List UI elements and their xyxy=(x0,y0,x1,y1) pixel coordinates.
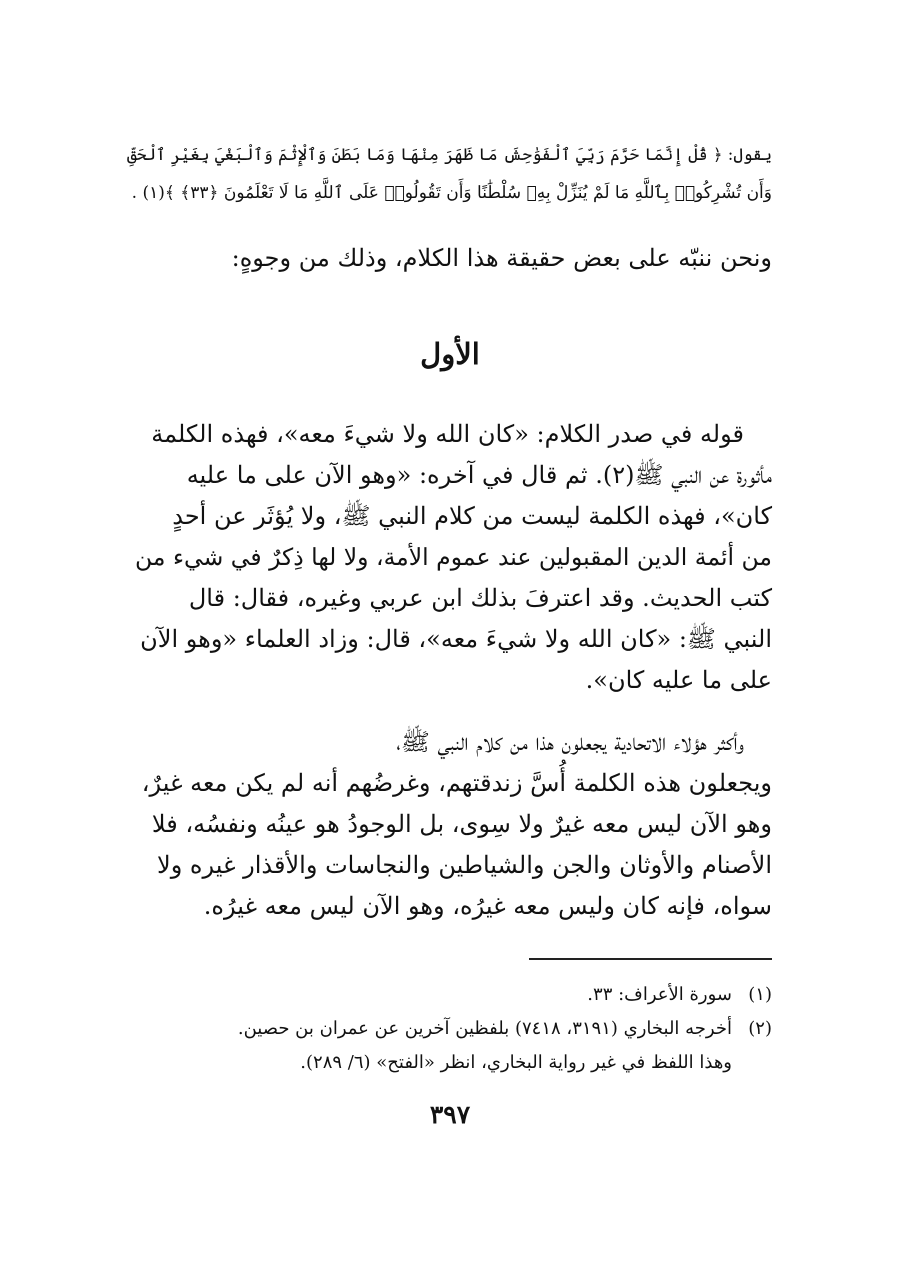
paragraph-line: سواه، فإنه كان وليس معه غيرُه، وهو الآن ليس معه غيرُه. xyxy=(203,892,772,920)
footnote-item xyxy=(124,1012,772,1046)
footnote-number: (١) xyxy=(748,984,772,1005)
paragraph-line: كان»، فهذه الكلمة ليست من كلام النبي ﷺ، ولا يُؤثَر عن أحدٍ xyxy=(172,502,772,530)
verse-line: وَأَن تُشْرِكُوا۟ بِٱللَّهِ مَا لَمْ يُنَزِّلْ بِهِۦ سُلْطَٰنًا وَأَن تَقُولُوا۟ عَلَى ٱللَّهِ مَا لَا تَعْلَمُونَ ﴿٣٣﴾ ﴾(١) . xyxy=(131,183,772,203)
footnote-divider xyxy=(529,958,772,960)
paragraph-second xyxy=(124,722,772,927)
footnote-number: (٢) xyxy=(748,1018,772,1039)
paragraph-line: النبي ﷺ: «كان الله ولا شيءَ معه»، قال: وزاد العلماء «وهو الآن xyxy=(140,625,772,653)
intro-text: ونحن ننبّه على بعض حقيقة هذا الكلام، وذلك من وجوهٍ: xyxy=(231,244,772,272)
footnote-text: أخرجه البخاري (٣١٩١، ٧٤١٨) بلفظين آخرين عن عمران بن حصين. xyxy=(237,1018,732,1039)
footnote-continuation xyxy=(124,1046,772,1080)
page-number: ٣٩٧ xyxy=(429,1100,471,1129)
paragraph-line: وأكثر هؤلاء الاتحادية يجعلون هذا من كلام النبي ﷺ، xyxy=(396,728,744,756)
paragraph-first xyxy=(124,414,772,701)
footnotes xyxy=(124,978,772,1080)
intro-line xyxy=(124,238,772,278)
verse-line: يقول: ﴿ قُلْ إِنَّمَا حَرَّمَ رَبِّيَ ٱلْفَوَٰحِشَ مَا ظَهَرَ مِنْهَا وَمَا بَطَنَ وَٱلْإِثْمَ وَٱلْبَغْيَ بِغَيْرِ ٱلْحَقِّ xyxy=(127,145,772,164)
paragraph-line: قوله في صدر الكلام: «كان الله ولا شيءَ معه»، فهذه الكلمة xyxy=(151,420,744,448)
paragraph-line: كتب الحديث. وقد اعترفَ بذلك ابن عربي وغيره، فقال: قال xyxy=(188,584,772,612)
paragraph-line: الأصنام والأوثان والجن والشياطين والنجاسات والأقذار غيره ولا xyxy=(157,851,772,879)
paragraph-line: على ما عليه كان». xyxy=(585,666,772,694)
footnote-text: وهذا اللفظ في غير رواية البخاري، انظر «الفتح» (٦/ ٢٨٩). xyxy=(300,1052,732,1073)
paragraph-line: مأثورة عن النبي ﷺ(٢). ثم قال في آخره: «وهو الآن على ما عليه xyxy=(186,461,772,489)
footnote-text: سورة الأعراف: ٣٣. xyxy=(587,984,732,1005)
section-heading: الأول xyxy=(420,337,480,371)
paragraph-line: ويجعلون هذه الكلمة أُسَّ زندقتهم، وغرضُهم أنه لم يكن معه غيرٌ، xyxy=(141,769,772,797)
paragraph-line: وهو الآن ليس معه غيرٌ ولا سِوى، بل الوجودُ هو عينُه ونفسُه، فلا xyxy=(151,810,772,838)
quran-verse-block xyxy=(124,136,772,212)
paragraph-line: من أئمة الدين المقبولين عند عموم الأمة، ولا لها ذِكرٌ في شيء من xyxy=(135,543,772,571)
footnote-item xyxy=(124,978,772,1012)
